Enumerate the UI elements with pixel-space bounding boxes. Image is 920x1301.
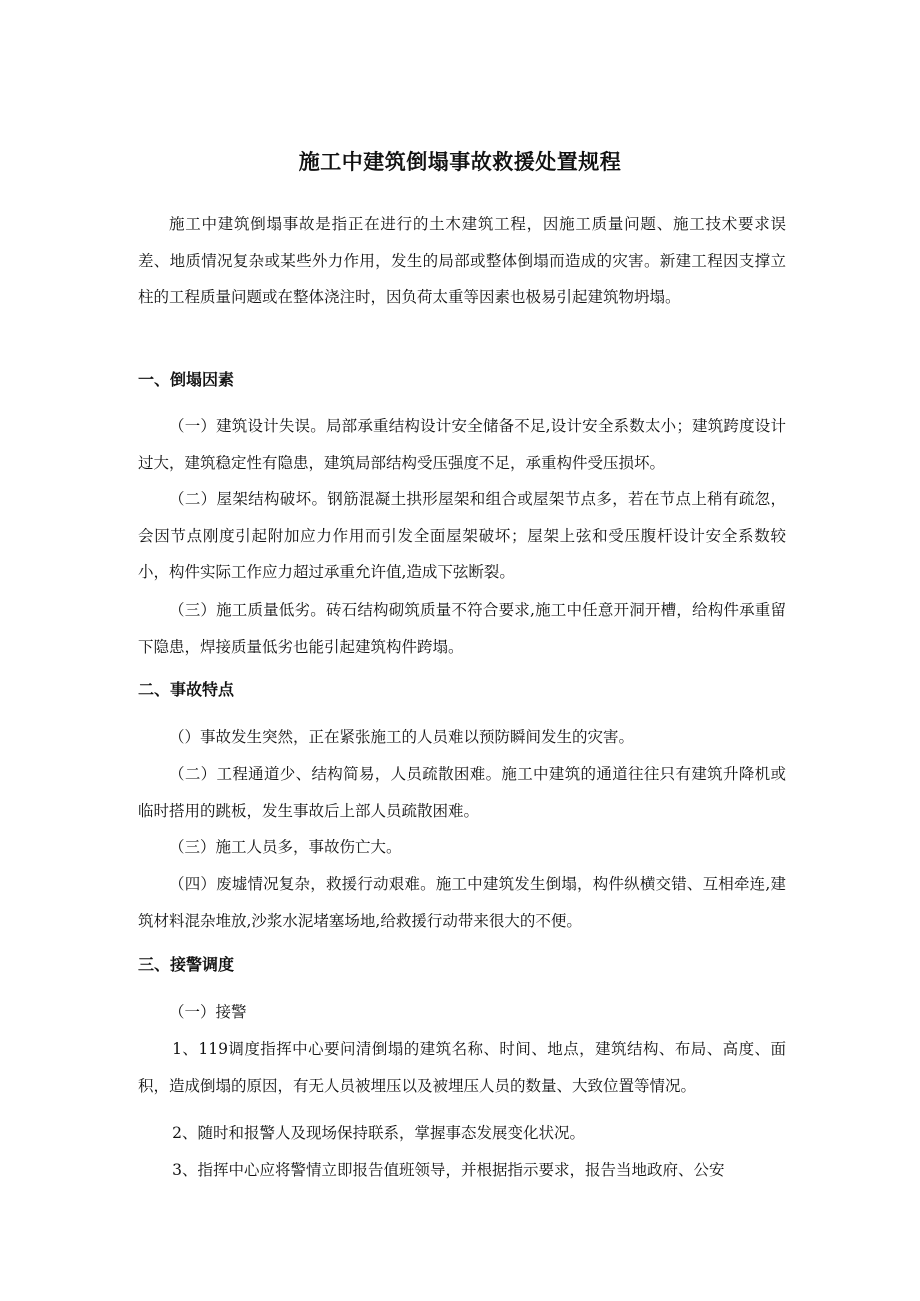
paragraph-complex-ruins: （四）废墟情况复杂，救援行动艰难。施工中建筑发生倒塌，构件纵横交错、互相牵连,建筑材料混杂堆放,沙浆水泥堵塞场地,给救援行动带来很大的不便。: [138, 875, 786, 930]
paragraph-casualties: （三）施工人员多，事故伤亡大。: [169, 838, 402, 856]
subheading-receive-alarm: （一）接警: [169, 1003, 247, 1021]
intro-paragraph: 施工中建筑倒塌事故是指正在进行的土木建筑工程，因施工质量问题、施工技术要求误差、地质情况复杂或某些外力作用，发生的局部或整体倒塌而造成的灾害。新建工程因支撑立柱的工程质量问题或在整体浇注时，因负荷太重等因素也极易引起建筑物坍塌。: [138, 215, 786, 306]
list-item-2: 2、随时和报警人及现场保持联系，掌握事态发展变化状况。: [172, 1124, 585, 1142]
paragraph-roof-structure: （二）屋架结构破坏。钢筋混凝土拱形屋架和组合或屋架节点多，若在节点上稍有疏忽，会因节点刚度引起附加应力作用而引发全面屋架破坏；屋架上弦和受压腹杆设计安全系数较小，构件实际工作应力超过承重允许值,造成下弦断裂。: [138, 490, 786, 581]
section-heading-alarm-dispatch: 三、接警调度: [138, 955, 235, 974]
section-heading-collapse-factors: 一、倒塌因素: [138, 370, 235, 389]
document-title: 施工中建筑倒塌事故救援处置规程: [298, 150, 622, 174]
list-item-3: 3、指挥中心应将警情立即报告值班领导，并根据指示要求，报告当地政府、公安: [172, 1161, 725, 1179]
list-item-1: 1、119调度指挥中心要问清倒塌的建筑名称、时间、地点，建筑结构、布局、高度、面积，造成倒塌的原因，有无人员被埋压以及被埋压人员的数量、大致位置等情况。: [138, 1040, 786, 1095]
paragraph-construction-quality: （三）施工质量低劣。砖石结构砌筑质量不符合要求,施工中任意开洞开槽，给构件承重留下隐患，焊接质量低劣也能引起建筑构件跨塌。: [138, 601, 786, 656]
paragraph-design-error: （一）建筑设计失误。局部承重结构设计安全储备不足,设计安全系数太小；建筑跨度设计过大，建筑稳定性有隐患，建筑局部结构受压强度不足，承重构件受压损坏。: [138, 417, 786, 472]
paragraph-evacuation-difficulty: （二）工程通道少、结构简易，人员疏散困难。施工中建筑的通道往往只有建筑升降机或临时搭用的跳板，发生事故后上部人员疏散困难。: [138, 765, 786, 820]
section-heading-accident-features: 二、事故特点: [138, 680, 235, 699]
paragraph-sudden-occurrence: （）事故发生突然，正在紧张施工的人员难以预防瞬间发生的灾害。: [169, 728, 635, 746]
